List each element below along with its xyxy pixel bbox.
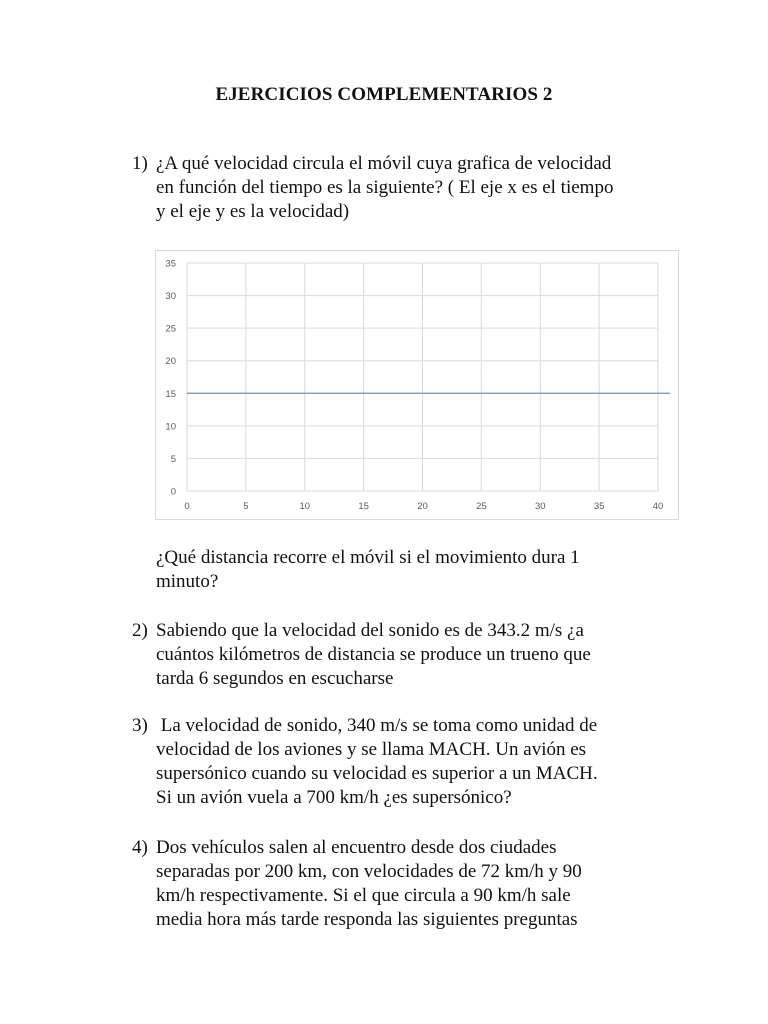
question-number: 1)	[132, 153, 148, 174]
followup-line: minuto?	[156, 571, 219, 592]
question-1	[132, 152, 672, 224]
x-tick-label: 15	[358, 501, 369, 512]
x-tick-label: 30	[534, 501, 546, 512]
question-line: media hora más tarde responda las siguientes preguntas	[156, 909, 578, 930]
y-tick-label: 25	[165, 323, 176, 335]
velocity-chart-svg	[156, 251, 678, 519]
x-tick-label: 40	[652, 501, 664, 512]
question-3	[132, 714, 672, 810]
question-line: y el eje y es la velocidad)	[156, 201, 350, 222]
question-line: velocidad de los aviones y se llama MACH. Un avión es	[156, 739, 587, 760]
question-line: km/h respectivamente. Si el que circula a 90 km/h sale	[156, 885, 571, 906]
question-1-followup	[156, 546, 676, 594]
question-number: 4)	[132, 837, 148, 858]
question-line: supersónico cuando su velocidad es superior a un MACH.	[156, 763, 598, 784]
question-number: 3)	[132, 715, 148, 736]
y-tick-label: 15	[165, 388, 176, 400]
x-tick-label: 20	[417, 501, 428, 512]
question-line: La velocidad de sonido, 340 m/s se toma como unidad de	[156, 715, 598, 736]
question-2	[132, 619, 672, 691]
question-line: en función del tiempo es la siguiente? ( El eje x es el tiempo	[156, 177, 614, 198]
followup-line: ¿Qué distancia recorre el móvil si el movimiento dura 1	[156, 547, 580, 568]
x-tick-label: 25	[476, 501, 487, 512]
x-tick-label: 35	[593, 501, 605, 512]
y-tick-label: 30	[165, 291, 176, 303]
y-tick-label: 0	[170, 486, 176, 498]
velocity-chart	[155, 250, 679, 520]
question-line: Si un avión vuela a 700 km/h ¿es supersónico?	[156, 787, 512, 808]
question-line: Dos vehículos salen al encuentro desde dos ciudades	[156, 837, 557, 858]
question-line: ¿A qué velocidad circula el móvil cuya grafica de velocidad	[156, 153, 612, 174]
question-line: tarda 6 segundos en escucharse	[156, 668, 394, 689]
x-tick-label: 10	[299, 501, 311, 512]
page-title: EJERCICIOS COMPLEMENTARIOS 2	[215, 84, 553, 105]
x-tick-label: 0	[184, 501, 190, 512]
y-tick-label: 5	[170, 453, 176, 465]
question-4	[132, 836, 672, 932]
question-line: separadas por 200 km, con velocidades de 72 km/h y 90	[156, 861, 582, 882]
question-line: Sabiendo que la velocidad del sonido es de 343.2 m/s ¿a	[156, 620, 584, 641]
y-tick-label: 35	[165, 258, 176, 270]
y-tick-label: 20	[165, 356, 176, 368]
question-number: 2)	[132, 620, 148, 641]
question-line: cuántos kilómetros de distancia se produce un trueno que	[156, 644, 591, 665]
y-tick-label: 10	[165, 421, 176, 433]
x-tick-label: 5	[243, 501, 249, 512]
